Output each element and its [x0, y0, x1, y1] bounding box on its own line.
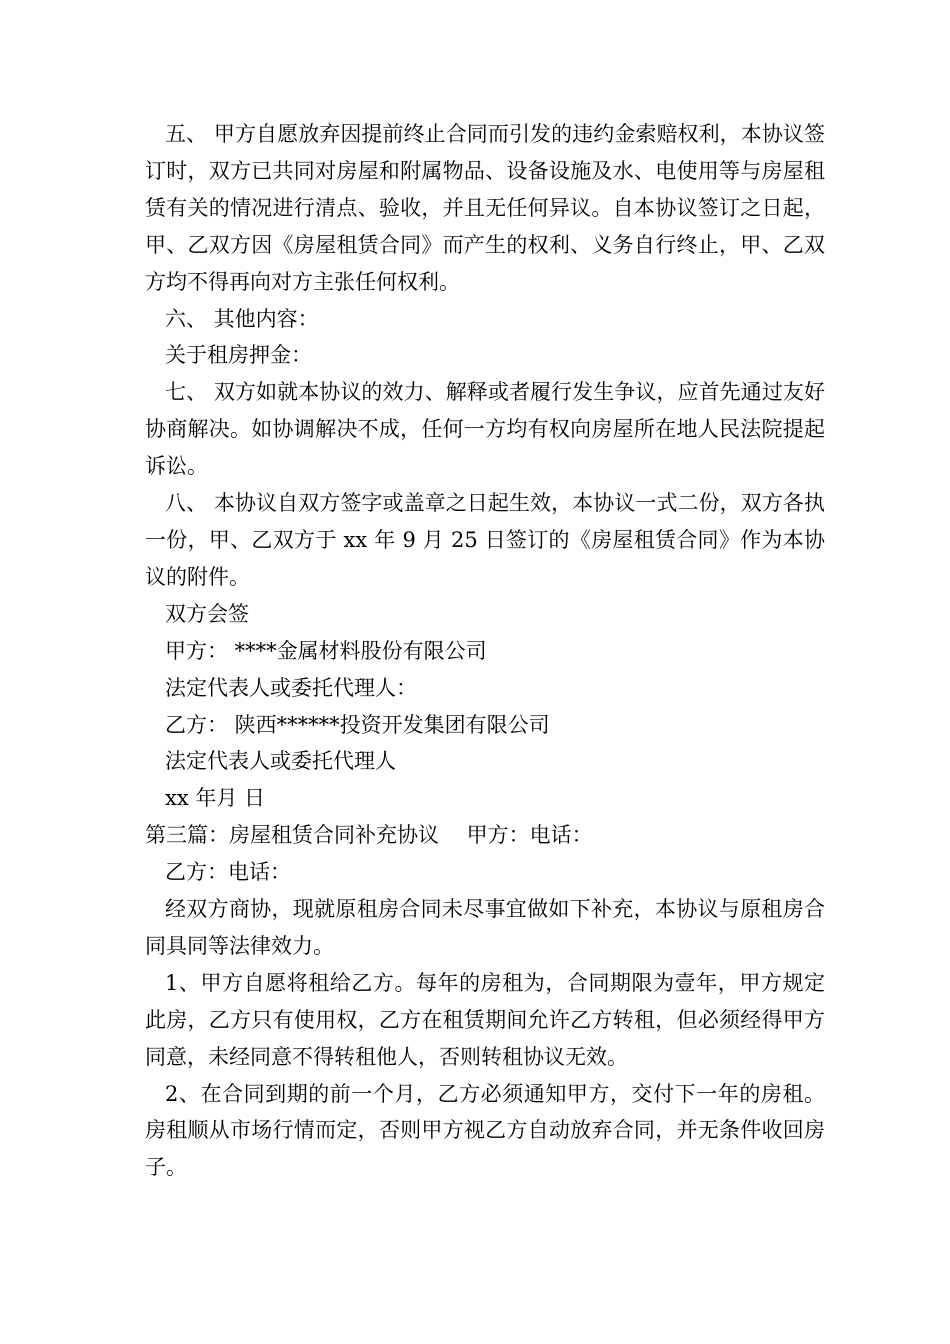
- paragraph-intro: 经双方商协，现就原租房合同未尽事宜做如下补充，本协议与原租房合同具同等法律效力。: [145, 897, 825, 958]
- paragraph-party-b: 乙方： 陕西******投资开发集团有限公司: [165, 712, 550, 737]
- document-body: [145, 116, 825, 1186]
- paragraph-clause-8: 八、 本协议自双方签字或盖章之日起生效，本协议一式二份，双方各执一份，甲、乙双方于 xx 年 9 月 25 日签订的《房屋租赁合同》作为本协议的附件。: [145, 491, 825, 589]
- paragraph-clause-7: 七、 双方如就本协议的效力、解释或者履行发生争议，应首先通过友好协商解决。如协调解决不成，任何一方均有权向房屋所在地人民法院提起诉讼。: [145, 380, 825, 479]
- paragraph-clause-5: 五、 甲方自愿放弃因提前终止合同而引发的违约金索赔权利，本协议签订时，双方已共同对房屋和附属物品、设备设施及水、电使用等与房屋租赁有关的情况进行清点、验收，并且无任何异议。自本协议签订之日起，甲、乙双方因《房屋租赁合同》而产生的权利、义务自行终止，甲、乙双方均不得再向对方主张任何权利。: [145, 122, 825, 294]
- paragraph-item-1: 1、甲方自愿将租给乙方。每年的房租为，合同期限为壹年，甲方规定此房，乙方只有使用权，乙方在租赁期间允许乙方转租，但必须经得甲方同意，未经同意不得转租他人，否则转租协议无效。: [145, 970, 825, 1069]
- paragraph-clause-6: 六、 其他内容：: [165, 306, 319, 331]
- paragraph-party-b-rep: 法定代表人或委托代理人: [165, 749, 396, 774]
- section-heading-part-3: 第三篇：房屋租赁合同补充协议 甲方：电话：: [145, 823, 593, 848]
- paragraph-party-b-phone: 乙方：电话：: [165, 860, 291, 885]
- paragraph-party-a-rep: 法定代表人或委托代理人：: [165, 675, 417, 700]
- paragraph-party-a: 甲方： ****金属材料股份有限公司: [165, 638, 487, 663]
- paragraph-date: xx 年月 日: [165, 786, 266, 811]
- paragraph-deposit: 关于租房押金：: [165, 343, 312, 368]
- paragraph-signing: 双方会签: [165, 601, 249, 626]
- paragraph-item-2: 2、在合同到期的前一个月，乙方必须通知甲方，交付下一年的房租。房租顺从市场行情而定，否则甲方视乙方自动放弃合同，并无条件收回房子。: [145, 1081, 825, 1180]
